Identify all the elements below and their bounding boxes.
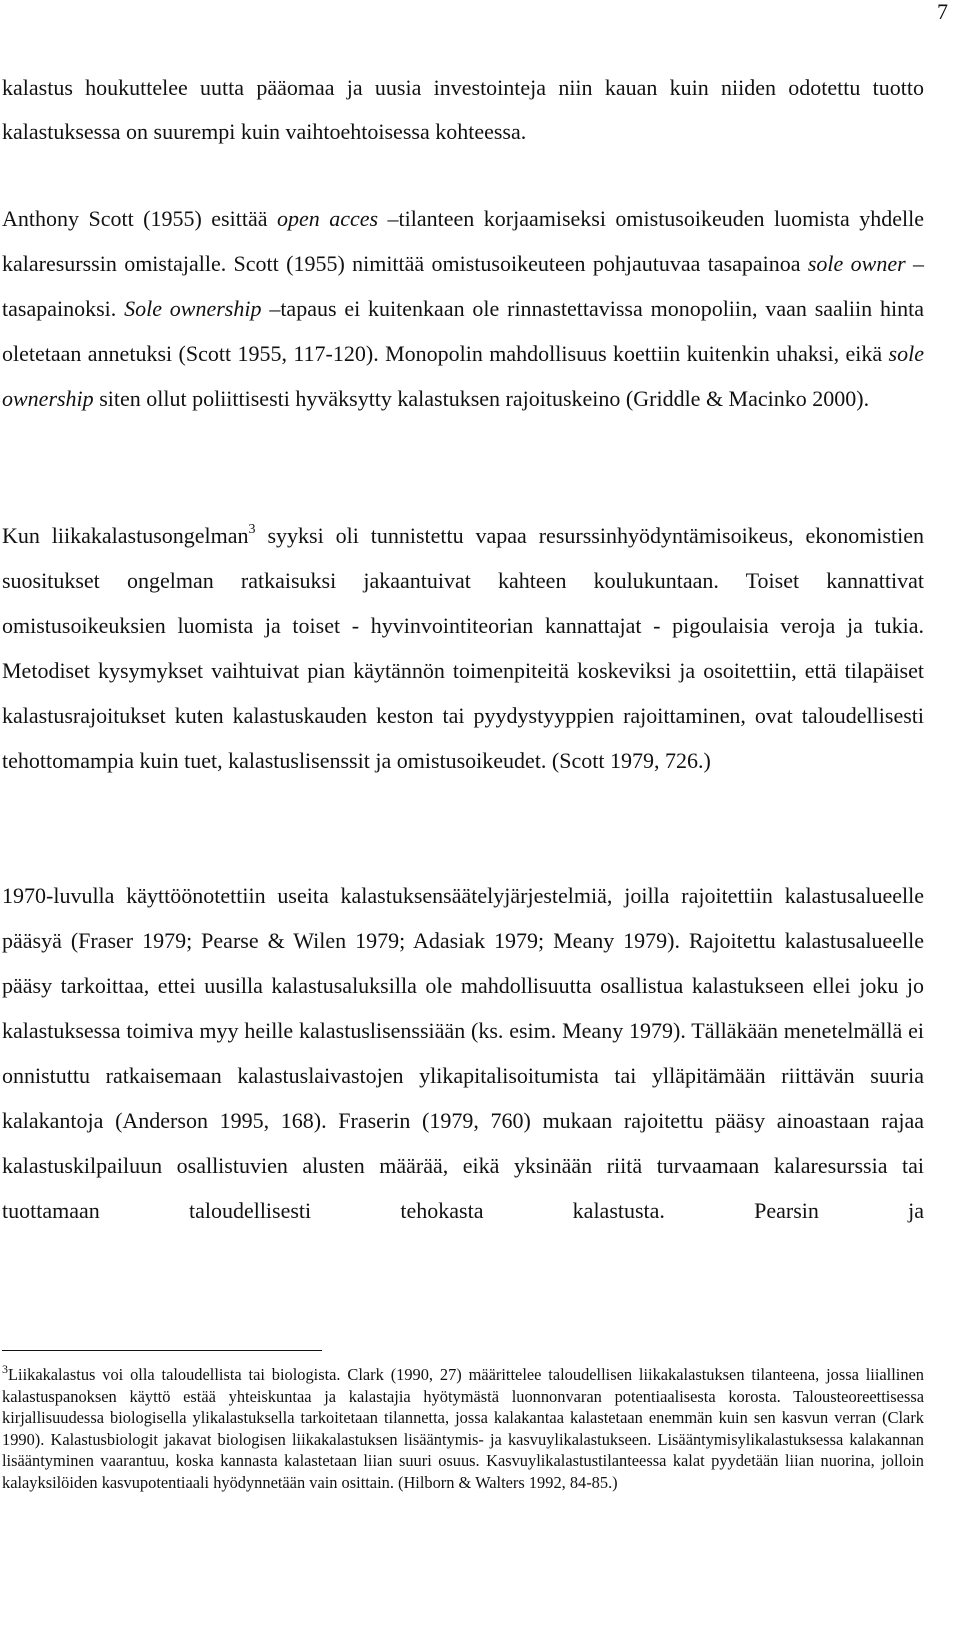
paragraph-2-part-2: –tilanteen korjaamiseksi omistusoikeuden luomista yhdelle kalaresurssin omistajalle. Scott (1955) nimittää omistusoikeuteen pohjautuvaa tasapainoa — [2, 206, 924, 276]
paragraph-2-part-3: –tasapainoksi. — [2, 251, 924, 321]
paragraph-1 — [2, 66, 924, 154]
paragraph-2-italic-2: sole owner — [807, 251, 906, 276]
paragraph-2-part-1: Anthony Scott (1955) esittää — [2, 206, 277, 231]
paragraph-2-italic-1: open acces — [276, 206, 379, 231]
footnote-separator — [2, 1350, 322, 1351]
paragraph-4 — [2, 873, 924, 1233]
paragraph-3-part-2: syyksi oli tunnistettu vapaa resurssinhyödyntämisoikeus, ekonomistien suositukset ongelman ratkaisuksi jakaantuivat kahteen koulukuntaan. Toiset kannattivat omistusoikeuksien luomista ja toiset - hyvinvointiteorian kannattajat - pigoulaisia veroja ja tukia. Metodiset kysymykset vaihtuivat pian käytännön toimenpiteitä koskeviksi ja osoitettiin, että tilapäiset kalastusrajoitukset kuten kalastuskauden keston tai pyydystyyppien rajoittaminen, ovat taloudellisesti tehottomampia kuin tuet, kalastuslisenssit ja omistusoikeudet. (Scott 1979, 726.) — [2, 523, 924, 773]
paragraph-2-italic-4: sole ownership — [2, 341, 924, 411]
paragraph-2-italic-3: Sole ownership — [124, 296, 262, 321]
paragraph-4-text: 1970-luvulla käyttöönotettiin useita kalastuksensäätelyjärjestelmiä, joilla rajoitettiin kalastusalueelle pääsyä (Fraser 1979; Pearse & Wilen 1979; Adasiak 1979; Meany 1979). Rajoitettu kalastusalueelle pääsy tarkoittaa, ettei uusilla kalastusaluksilla ole mahdollisuutta osallistua kalastukseen ellei joku jo kalastuksessa toimiva myy heille kalastuslisenssiään (ks. esim. Meany 1979). Tälläkään menetelmällä ei onnistuttu ratkaisemaan kalastuslaivastojen ylikapitalisoitumista tai ylläpitämään riittävän suuria kalakantoja (Anderson 1995, 168). Fraserin (1979, 760) mukaan rajoitettu pääsy ainoastaan rajaa kalastuskilpailuun osallistuvien alusten määrää, eikä yksinään riitä turvaamaan kalaresurssia tai tuottamaan taloudellisesti tehokasta kalastusta. Pearsin ja — [2, 883, 924, 1223]
paragraph-2-part-4: –tapaus ei kuitenkaan ole rinnastettavissa monopoliin, vaan saaliin hinta oletetaan annetuksi (Scott 1955, 117-120). Monopolin mahdollisuus koettiin kuitenkin uhaksi, eikä — [2, 296, 924, 366]
paragraph-3 — [2, 513, 924, 783]
footnote-reference[interactable]: 3 — [248, 522, 256, 537]
paragraph-2-part-5: siten ollut poliittisesti hyväksytty kalastuksen rajoituskeino (Griddle & Macinko 2000). — [93, 386, 870, 411]
footnote-text: Liikakalastus voi olla taloudellista tai biologista. Clark (1990, 27) määrittelee taloudellisen liikakalastuksen tilanteena, jossa liiallinen kalastuspanoksen käyttö estää yhteiskuntaa ja kalastajia hyötymästä luonnonvaran potentiaalisesta korosta. Talousteoreettisessa kirjallisuudessa biologisella ylikalastuksella tarkoitetaan tilannetta, jossa kalakantaa kalastetaan enemmän kuin sen kasvun verran (Clark 1990). Kalastusbiologit jakavat biologisen liikakalastuksen lisääntymis- ja kasvuylikalastukseen. Lisääntymisylikalastuksessa kalakannan lisääntyminen vaarantuu, koska kannasta kalastetaan liian suuri osuus. Kasvuylikalastustilanteessa kalat pyydetään liian nuorina, jolloin kalayksilöiden kasvupotentiaali hyödynnetään vain osittain. (Hilborn & Walters 1992, 84-85.) — [2, 1365, 924, 1492]
page-number: 7 — [937, 0, 948, 24]
paragraph-3-part-1: Kun liikakalastusongelman — [2, 523, 249, 548]
paragraph-1-text: kalastus houkuttelee uutta pääomaa ja uusia investointeja niin kauan kuin niiden odotettu tuotto kalastuksessa on suurempi kuin vaihtoehtoisessa kohteessa. — [2, 75, 924, 144]
footnote-3 — [2, 1364, 924, 1494]
footnote-marker: 3 — [2, 1362, 8, 1376]
paragraph-2 — [2, 196, 924, 421]
